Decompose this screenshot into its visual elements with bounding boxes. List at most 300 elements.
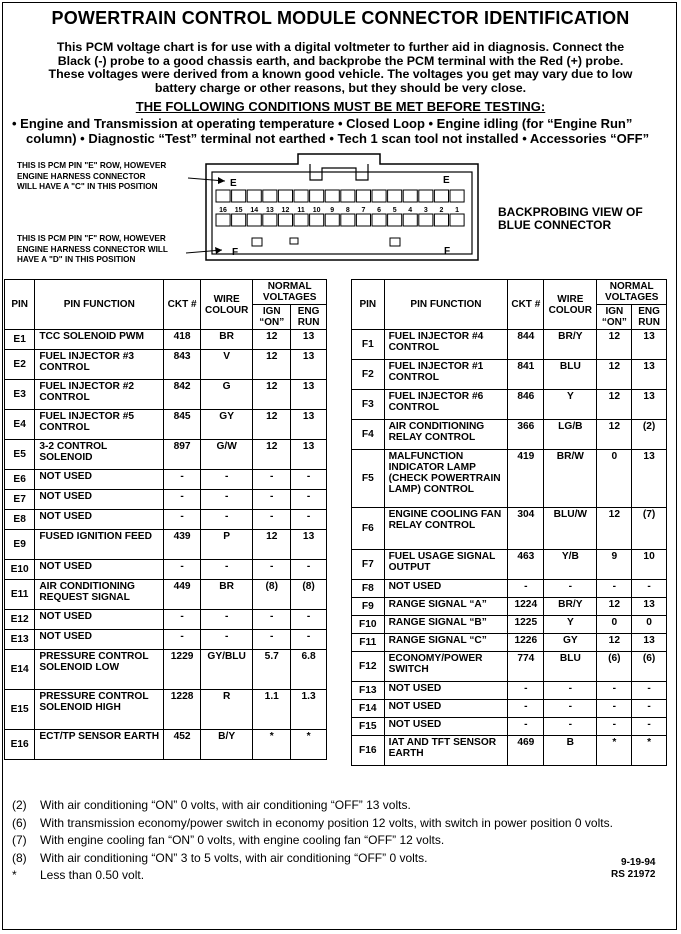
header-pin: PIN <box>352 280 385 330</box>
connector-key <box>290 238 298 244</box>
cell-ign: 12 <box>597 508 632 550</box>
cell-ckt: 774 <box>508 652 544 682</box>
cell-ign: - <box>253 630 291 650</box>
cell-wire: BR/Y <box>544 330 597 360</box>
cell-ign: 12 <box>253 380 291 410</box>
cell-eng: (2) <box>632 420 667 450</box>
cell-eng: 6.8 <box>291 650 327 690</box>
cell-ign: 12 <box>253 410 291 440</box>
cell-pin: F4 <box>352 420 385 450</box>
cell-pin: E5 <box>5 440 35 470</box>
pin-cavity <box>403 214 417 226</box>
cell-pin: F5 <box>352 450 385 508</box>
intro-text <box>10 41 671 95</box>
cell-func: NOT USED <box>384 718 508 736</box>
pin-number: 13 <box>265 207 274 214</box>
cell-func: NOT USED <box>35 560 164 580</box>
pin-cavity <box>419 190 433 202</box>
pin-row <box>352 450 667 508</box>
cell-wire: G <box>200 380 252 410</box>
pin-cavity <box>278 190 292 202</box>
header-function: PIN FUNCTION <box>384 280 508 330</box>
cell-ign: 0 <box>597 450 632 508</box>
cell-eng: - <box>291 470 327 490</box>
cell-ckt: 841 <box>508 360 544 390</box>
cell-wire: BR <box>200 330 252 350</box>
cell-wire: GY <box>200 410 252 440</box>
cell-ckt: - <box>164 490 201 510</box>
cell-ckt: 897 <box>164 440 201 470</box>
pin-row <box>5 510 327 530</box>
header-ckt: CKT # <box>508 280 544 330</box>
label-e-left: E <box>230 178 237 189</box>
cell-eng: 13 <box>291 410 327 440</box>
pin-number: 9 <box>330 207 335 214</box>
cell-ckt: 449 <box>164 580 201 610</box>
cell-pin: F15 <box>352 718 385 736</box>
cell-func: NOT USED <box>384 700 508 718</box>
cell-pin: E6 <box>5 470 35 490</box>
pin-number: 8 <box>345 207 350 214</box>
cell-ckt: 1225 <box>508 616 544 634</box>
cell-ign: - <box>597 580 632 598</box>
cell-func: ENGINE COOLING FAN RELAY CONTROL <box>384 508 508 550</box>
doc-ref: RS 21972 <box>611 869 656 880</box>
pin-row <box>352 550 667 580</box>
arrowhead <box>215 247 222 254</box>
intro-line: These voltages were derived from a known good vehicle. The voltages you get may vary due to low <box>48 67 633 82</box>
cell-wire: - <box>544 682 597 700</box>
pin-cavity <box>434 190 448 202</box>
cell-wire: BR/W <box>544 450 597 508</box>
cell-ckt: - <box>508 580 544 598</box>
cell-wire: BR <box>200 580 252 610</box>
cell-wire: Y <box>544 616 597 634</box>
conditions-line: column) • Diagnostic “Test” terminal not earthed • Tech 1 scan tool not installed • Accessories “OFF” <box>26 131 650 146</box>
cell-wire: - <box>200 490 252 510</box>
header-eng: ENG RUN <box>632 305 667 330</box>
cell-eng: 10 <box>632 550 667 580</box>
cell-ign: - <box>253 510 291 530</box>
cell-wire: - <box>200 630 252 650</box>
cell-func: PRESSURE CONTROL SOLENOID LOW <box>35 650 164 690</box>
cell-func: MALFUNCTION INDICATOR LAMP (CHECK POWERTRAIN LAMP) CONTROL <box>384 450 508 508</box>
cell-ckt: 366 <box>508 420 544 450</box>
cell-pin: F6 <box>352 508 385 550</box>
cell-ckt: - <box>508 718 544 736</box>
cell-func: NOT USED <box>35 630 164 650</box>
cell-func: NOT USED <box>384 682 508 700</box>
header-normal: NORMAL VOLTAGES <box>253 280 327 305</box>
cell-func: NOT USED <box>35 610 164 630</box>
label-f-left: F <box>232 247 239 258</box>
cell-func: PRESSURE CONTROL SOLENOID HIGH <box>35 690 164 730</box>
doc-date: 9-19-94 <box>621 857 656 868</box>
cell-eng: - <box>632 700 667 718</box>
note-line: THIS IS PCM PIN "E" ROW, HOWEVER <box>17 161 167 170</box>
pin-row <box>352 598 667 616</box>
cell-ign: 12 <box>597 390 632 420</box>
cell-func: ECT/TP SENSOR EARTH <box>35 730 164 760</box>
cell-ign: 12 <box>253 350 291 380</box>
cell-pin: F14 <box>352 700 385 718</box>
pin-row <box>352 616 667 634</box>
cell-ckt: - <box>164 470 201 490</box>
pin-cavity <box>310 214 324 226</box>
pin-number: 6 <box>377 207 382 214</box>
intro-line: This PCM voltage chart is for use with a digital voltmeter to further aid in diagnosis. Connect the <box>56 40 625 54</box>
pin-number: 5 <box>392 207 397 214</box>
cell-eng: 13 <box>291 530 327 560</box>
pin-cavity <box>325 190 339 202</box>
pin-cavity <box>341 214 355 226</box>
cell-pin: E12 <box>5 610 35 630</box>
cell-pin: E7 <box>5 490 35 510</box>
cell-func: FUEL INJECTOR #3 CONTROL <box>35 350 164 380</box>
note-line: HAVE A "D" IN THIS POSITION <box>17 255 136 264</box>
pin-number: 14 <box>250 207 259 214</box>
cell-eng: - <box>291 630 327 650</box>
pin-row <box>5 470 327 490</box>
label-f-right: F <box>444 246 451 257</box>
header-wire: WIRE COLOUR <box>200 280 252 330</box>
conditions-line: • Engine and Transmission at operating temperature • Closed Loop • Engine idling (for “Engine Run” <box>12 116 633 131</box>
pin-table-f <box>351 279 667 766</box>
footnotes <box>12 797 613 885</box>
pin-row <box>352 736 667 766</box>
cell-ign: - <box>253 610 291 630</box>
cell-pin: E8 <box>5 510 35 530</box>
cell-wire: GY/BLU <box>200 650 252 690</box>
cell-ckt: - <box>164 610 201 630</box>
cell-func: AIR CONDITIONING REQUEST SIGNAL <box>35 580 164 610</box>
pin-row <box>352 330 667 360</box>
pin-row <box>5 410 327 440</box>
cell-eng: - <box>291 610 327 630</box>
pin-row <box>352 718 667 736</box>
arrowhead <box>218 177 225 184</box>
backprobe-line: BLUE CONNECTOR <box>498 218 612 232</box>
cell-func: TCC SOLENOID PWM <box>35 330 164 350</box>
pin-number: 2 <box>439 207 444 214</box>
cell-pin: E3 <box>5 380 35 410</box>
cell-pin: F8 <box>352 580 385 598</box>
pin-row <box>5 380 327 410</box>
pin-number: 7 <box>361 207 366 214</box>
cell-eng: - <box>291 490 327 510</box>
cell-pin: F11 <box>352 634 385 652</box>
connector-key <box>252 238 262 246</box>
cell-wire: - <box>200 510 252 530</box>
cell-eng: - <box>632 718 667 736</box>
cell-func: FUEL USAGE SIGNAL OUTPUT <box>384 550 508 580</box>
cell-func: NOT USED <box>35 490 164 510</box>
cell-ign: - <box>253 490 291 510</box>
cell-ckt: - <box>508 700 544 718</box>
cell-ckt: 1229 <box>164 650 201 690</box>
pin-number: 3 <box>423 207 428 214</box>
pin-cavity <box>232 190 246 202</box>
pin-row <box>5 730 327 760</box>
connector-outline <box>206 154 478 260</box>
pin-cavity <box>294 190 308 202</box>
cell-wire: BR/Y <box>544 598 597 616</box>
cell-ign: * <box>597 736 632 766</box>
cell-ign: 1.1 <box>253 690 291 730</box>
cell-ign: - <box>597 718 632 736</box>
cell-eng: - <box>291 560 327 580</box>
cell-pin: E9 <box>5 530 35 560</box>
cell-ckt: - <box>164 510 201 530</box>
cell-func: FUEL INJECTOR #6 CONTROL <box>384 390 508 420</box>
cell-eng: 13 <box>291 440 327 470</box>
cell-func: RANGE SIGNAL “A” <box>384 598 508 616</box>
cell-eng: (8) <box>291 580 327 610</box>
note-line: ENGINE HARNESS CONNECTOR <box>17 171 146 181</box>
cell-func: AIR CONDITIONING RELAY CONTROL <box>384 420 508 450</box>
connector-key <box>390 238 400 246</box>
cell-ign: * <box>253 730 291 760</box>
cell-eng: (6) <box>632 652 667 682</box>
pin-number: 15 <box>234 207 243 214</box>
cell-wire: - <box>544 580 597 598</box>
cell-pin: F13 <box>352 682 385 700</box>
cell-ign: 12 <box>253 440 291 470</box>
pin-cavity <box>325 214 339 226</box>
pin-cavity <box>278 214 292 226</box>
doc-date-ref <box>611 857 655 881</box>
cell-pin: E16 <box>5 730 35 760</box>
pin-row <box>352 390 667 420</box>
cell-ign: 0 <box>597 616 632 634</box>
cell-ckt: 845 <box>164 410 201 440</box>
cell-ign: (6) <box>597 652 632 682</box>
pin-cavity <box>372 214 386 226</box>
note-line: ENGINE HARNESS CONNECTOR WILL <box>17 244 168 254</box>
cell-ckt: 419 <box>508 450 544 508</box>
cell-ckt: - <box>164 630 201 650</box>
pin-row <box>5 580 327 610</box>
cell-func: RANGE SIGNAL “B” <box>384 616 508 634</box>
pin-number: 4 <box>408 207 413 214</box>
cell-wire: BLU/W <box>544 508 597 550</box>
cell-eng: - <box>291 510 327 530</box>
cell-pin: E2 <box>5 350 35 380</box>
note-line: WILL HAVE A "C" IN THIS POSITION <box>17 182 158 191</box>
cell-ign: 5.7 <box>253 650 291 690</box>
cell-eng: 0 <box>632 616 667 634</box>
cell-ign: 12 <box>597 634 632 652</box>
cell-eng: 13 <box>291 350 327 380</box>
pin-row <box>5 440 327 470</box>
cell-ign: 12 <box>253 330 291 350</box>
cell-pin: F16 <box>352 736 385 766</box>
cell-pin: E14 <box>5 650 35 690</box>
cell-wire: BLU <box>544 360 597 390</box>
footnote: (8) With air conditioning “ON” 3 to 5 volts, with air conditioning “OFF” 0 volts. <box>12 850 428 865</box>
pin-row <box>5 330 327 350</box>
footnote: (2) With air conditioning “ON” 0 volts, with air conditioning “OFF” 13 volts. <box>12 798 411 812</box>
cell-eng: 13 <box>632 634 667 652</box>
pin-number: 10 <box>312 207 321 214</box>
pin-cavity <box>450 190 464 202</box>
header-pin: PIN <box>5 280 35 330</box>
cell-wire: - <box>544 700 597 718</box>
pin-row <box>352 580 667 598</box>
cell-eng: 1.3 <box>291 690 327 730</box>
note-line: THIS IS PCM PIN "F" ROW, HOWEVER <box>17 234 166 243</box>
header-function: PIN FUNCTION <box>35 280 164 330</box>
cell-pin: F10 <box>352 616 385 634</box>
pin-row <box>352 634 667 652</box>
pin-numbers <box>219 207 459 214</box>
pin-row <box>5 560 327 580</box>
cell-eng: 13 <box>632 360 667 390</box>
label-e-right: E <box>443 175 450 186</box>
cell-ckt: 452 <box>164 730 201 760</box>
pin-row <box>5 490 327 510</box>
footnote: (6) With transmission economy/power switch in economy position 12 volts, with switch in power position 0 volts. <box>12 815 613 830</box>
intro-line: battery charge or other reasons, but they should be very close. <box>154 80 527 95</box>
pin-cavity <box>450 214 464 226</box>
cell-func: IAT AND TFT SENSOR EARTH <box>384 736 508 766</box>
cell-wire: G/W <box>200 440 252 470</box>
cell-ign: 9 <box>597 550 632 580</box>
pin-number: 16 <box>219 207 227 214</box>
cell-ckt: 439 <box>164 530 201 560</box>
pin-number: 12 <box>281 207 290 214</box>
cell-pin: E13 <box>5 630 35 650</box>
cell-wire: - <box>200 610 252 630</box>
cell-wire: R <box>200 690 252 730</box>
cell-wire: V <box>200 350 252 380</box>
cell-ign: 12 <box>597 330 632 360</box>
pin-cavity <box>294 214 308 226</box>
cell-pin: F2 <box>352 360 385 390</box>
cell-func: RANGE SIGNAL “C” <box>384 634 508 652</box>
cell-ckt: - <box>508 682 544 700</box>
cell-ckt: 846 <box>508 390 544 420</box>
intro-line: Black (-) probe to a good chassis earth, and backprobe the PCM terminal with the Red (+) probe. <box>57 53 624 68</box>
pin-cavity <box>403 190 417 202</box>
backprobe-label <box>498 206 643 232</box>
cell-eng: 13 <box>632 450 667 508</box>
cell-func: FUSED IGNITION FEED <box>35 530 164 560</box>
cell-pin: F9 <box>352 598 385 616</box>
conditions-heading: THE FOLLOWING CONDITIONS MUST BE MET BEFORE TESTING: <box>135 99 546 114</box>
cell-eng: * <box>632 736 667 766</box>
cell-wire: LG/B <box>544 420 597 450</box>
header-normal: NORMAL VOLTAGES <box>597 280 667 305</box>
cell-wire: B/Y <box>200 730 252 760</box>
header-ckt: CKT # <box>164 280 201 330</box>
pin-row <box>352 700 667 718</box>
pin-number: 11 <box>297 207 305 214</box>
cell-func: FUEL INJECTOR #1 CONTROL <box>384 360 508 390</box>
pin-row <box>352 652 667 682</box>
cell-pin: F12 <box>352 652 385 682</box>
pin-cavity <box>247 214 261 226</box>
cell-func: FUEL INJECTOR #5 CONTROL <box>35 410 164 440</box>
cell-ign: 12 <box>253 530 291 560</box>
pin-cavity <box>232 214 246 226</box>
cell-pin: E4 <box>5 410 35 440</box>
pin-cavity <box>356 190 370 202</box>
cell-eng: 13 <box>291 330 327 350</box>
page-title: POWERTRAIN CONTROL MODULE CONNECTOR IDENTIFICATION <box>51 8 630 28</box>
cell-wire: GY <box>544 634 597 652</box>
cell-wire: - <box>544 718 597 736</box>
pin-row <box>5 610 327 630</box>
pin-cavity <box>388 214 402 226</box>
pin-row <box>352 360 667 390</box>
cell-ign: (8) <box>253 580 291 610</box>
cell-ign: - <box>597 682 632 700</box>
cell-eng: * <box>291 730 327 760</box>
cell-pin: F3 <box>352 390 385 420</box>
pin-row <box>352 420 667 450</box>
pin-row <box>5 350 327 380</box>
pin-cavity <box>263 190 277 202</box>
pin-cavity <box>388 190 402 202</box>
cell-func: FUEL INJECTOR #2 CONTROL <box>35 380 164 410</box>
cell-eng: 13 <box>291 380 327 410</box>
cell-func: NOT USED <box>35 510 164 530</box>
cell-ckt: 463 <box>508 550 544 580</box>
cell-wire: Y/B <box>544 550 597 580</box>
cell-eng: 13 <box>632 598 667 616</box>
cell-func: 3-2 CONTROL SOLENOID <box>35 440 164 470</box>
pin-cavity <box>434 214 448 226</box>
header-wire: WIRE COLOUR <box>544 280 597 330</box>
cell-wire: B <box>544 736 597 766</box>
cell-ckt: 1226 <box>508 634 544 652</box>
cell-func: NOT USED <box>384 580 508 598</box>
cell-ckt: 418 <box>164 330 201 350</box>
pin-cavity <box>356 214 370 226</box>
cell-ckt: - <box>164 560 201 580</box>
cell-eng: 13 <box>632 390 667 420</box>
cell-ign: - <box>253 560 291 580</box>
cell-wire: P <box>200 530 252 560</box>
pin-row <box>352 508 667 550</box>
pin-cavity <box>310 190 324 202</box>
cell-eng: - <box>632 580 667 598</box>
cell-ign: 12 <box>597 598 632 616</box>
cell-pin: F7 <box>352 550 385 580</box>
cell-ckt: 843 <box>164 350 201 380</box>
cell-ckt: 304 <box>508 508 544 550</box>
pin-number: 1 <box>455 207 460 214</box>
cell-ign: - <box>253 470 291 490</box>
header-ign: IGN “ON” <box>253 305 291 330</box>
cell-wire: - <box>200 560 252 580</box>
cell-pin: F1 <box>352 330 385 360</box>
cell-func: NOT USED <box>35 470 164 490</box>
cell-ign: 12 <box>597 360 632 390</box>
cell-wire: BLU <box>544 652 597 682</box>
cell-wire: Y <box>544 390 597 420</box>
cell-eng: - <box>632 682 667 700</box>
cell-ckt: 844 <box>508 330 544 360</box>
backprobe-line: BACKPROBING VIEW OF <box>498 205 643 219</box>
pin-cavity <box>216 190 230 202</box>
header-eng: ENG RUN <box>291 305 327 330</box>
cell-pin: E11 <box>5 580 35 610</box>
cell-ckt: 1224 <box>508 598 544 616</box>
pin-row <box>5 690 327 730</box>
footnote: * Less than 0.50 volt. <box>12 868 145 882</box>
